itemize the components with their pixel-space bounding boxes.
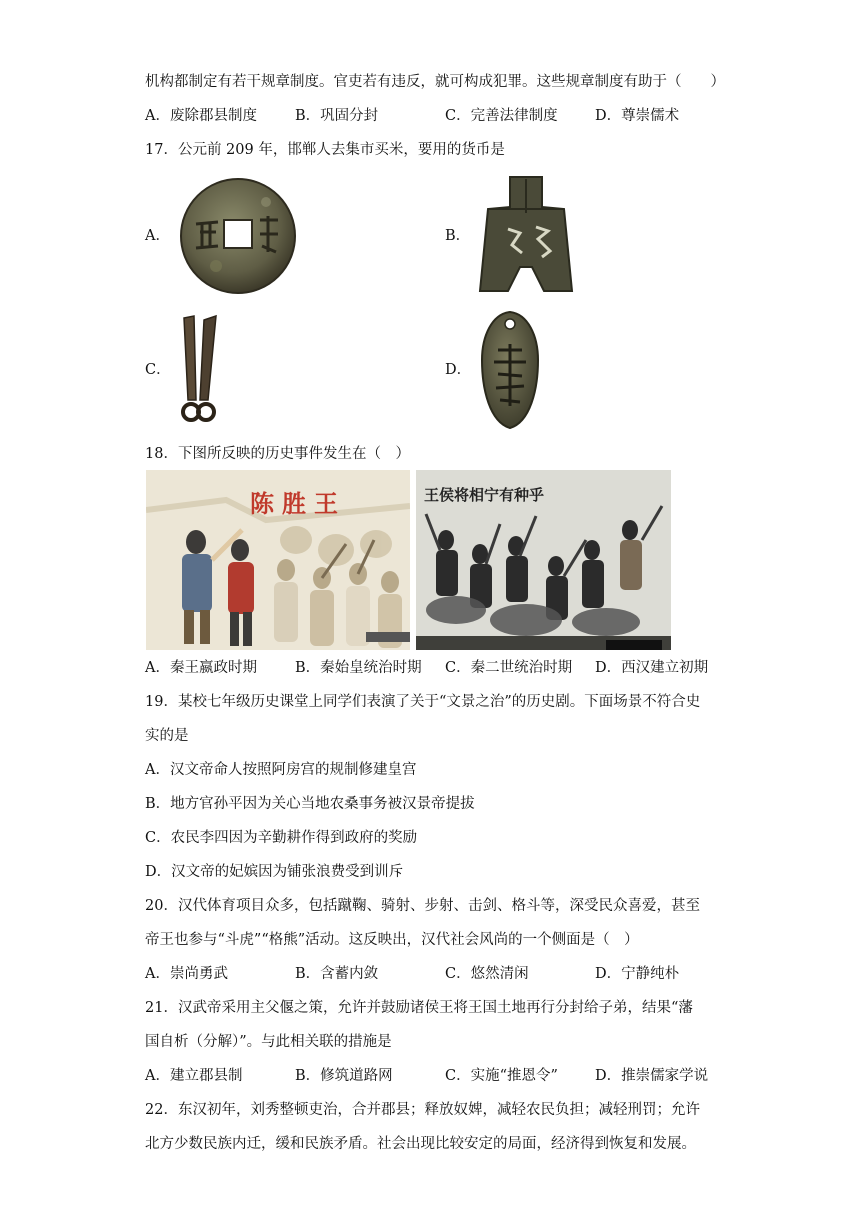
q21-option-c[interactable]: C．实施“推恩令” xyxy=(445,1068,558,1084)
q18-option-c[interactable]: C．秦二世统治时期 xyxy=(445,660,573,676)
q19-option-b[interactable]: B．地方官孙平因为关心当地农桑事务被汉景帝提拔 xyxy=(145,796,475,812)
q16-option-d[interactable]: D．尊崇儒术 xyxy=(595,108,680,124)
q19-option-c[interactable]: C．农民李四因为辛勤耕作得到政府的奖励 xyxy=(145,830,418,846)
q17-label-d[interactable]: D． xyxy=(445,362,472,378)
q16-option-c[interactable]: C．完善法律制度 xyxy=(445,108,558,124)
q19-line1: 19．某校七年级历史课堂上同学们表演了关于“文景之治”的历史剧。下面场景不符合史 xyxy=(145,694,701,710)
q22-line1: 22．东汉初年，刘秀整顿吏治，合并郡县；释放奴婢，减轻农民负担；减轻刑罚；允许 xyxy=(145,1102,700,1118)
knife-coin-image xyxy=(174,314,228,426)
uprising-painting xyxy=(416,470,671,650)
q20-option-c[interactable]: C．悠然清闲 xyxy=(445,966,529,982)
q17-label-a[interactable]: A． xyxy=(145,228,170,244)
q17-stem: 17．公元前 209 年，邯郸人去集市买米，要用的货币是 xyxy=(145,142,505,158)
q21-option-b[interactable]: B．修筑道路网 xyxy=(295,1068,393,1084)
q18-stem: 18．下图所反映的历史事件发生在（ ） xyxy=(145,446,410,462)
round-square-hole-coin-image xyxy=(178,176,298,296)
q16-line1: 机构都制定有若干规章制度。官吏若有违反，就可构成犯罪。这些规章制度有助于（ ） xyxy=(145,74,725,90)
q18-option-b[interactable]: B．秦始皇统治时期 xyxy=(295,660,422,676)
q19-option-d[interactable]: D．汉文帝的妃嫔因为铺张浪费受到训斥 xyxy=(145,864,404,880)
q17-label-c[interactable]: C． xyxy=(145,362,171,378)
chen-sheng-painting xyxy=(146,470,410,650)
ant-nose-coin-image xyxy=(474,310,546,430)
q18-option-a[interactable]: A．秦王嬴政时期 xyxy=(145,660,257,676)
q17-label-b[interactable]: B． xyxy=(445,228,471,244)
q16-option-a[interactable]: A．废除郡县制度 xyxy=(145,108,257,124)
q21-option-a[interactable]: A．建立郡县制 xyxy=(145,1068,243,1084)
spade-coin-image xyxy=(472,173,580,297)
q20-option-a[interactable]: A．崇尚勇武 xyxy=(145,966,228,982)
banner-chen-sheng-wang: 陈胜王 xyxy=(250,490,346,518)
q20-line1: 20．汉代体育项目众多，包括蹴鞠、骑射、步射、击剑、格斗等，深受民众喜爱，甚至 xyxy=(145,898,700,914)
q20-option-d[interactable]: D．宁静纯朴 xyxy=(595,966,680,982)
banner-wanghou-jiangxiang: 王侯将相宁有种乎 xyxy=(424,486,545,504)
q22-line2: 北方少数民族内迁，缓和民族矛盾。社会出现比较安定的局面，经济得到恢复和发展。 xyxy=(145,1136,696,1152)
q20-option-b[interactable]: B．含蓄内敛 xyxy=(295,966,379,982)
q20-line2: 帝王也参与“斗虎”“格熊”活动。这反映出，汉代社会风尚的一个侧面是（ ） xyxy=(145,932,639,948)
q21-option-d[interactable]: D．推崇儒家学说 xyxy=(595,1068,709,1084)
q19-option-a[interactable]: A．汉文帝命人按照阿房宫的规制修建皇宫 xyxy=(145,762,417,778)
q21-line2: 国自析（分解）”。与此相关联的措施是 xyxy=(145,1034,392,1050)
q18-option-d[interactable]: D．西汉建立初期 xyxy=(595,660,709,676)
q21-line1: 21．汉武帝采用主父偃之策，允许并鼓励诸侯王将王国土地再行分封给子弟，结果“藩 xyxy=(145,1000,693,1016)
q19-line2: 实的是 xyxy=(145,728,189,744)
q16-option-b[interactable]: B．巩固分封 xyxy=(295,108,379,124)
